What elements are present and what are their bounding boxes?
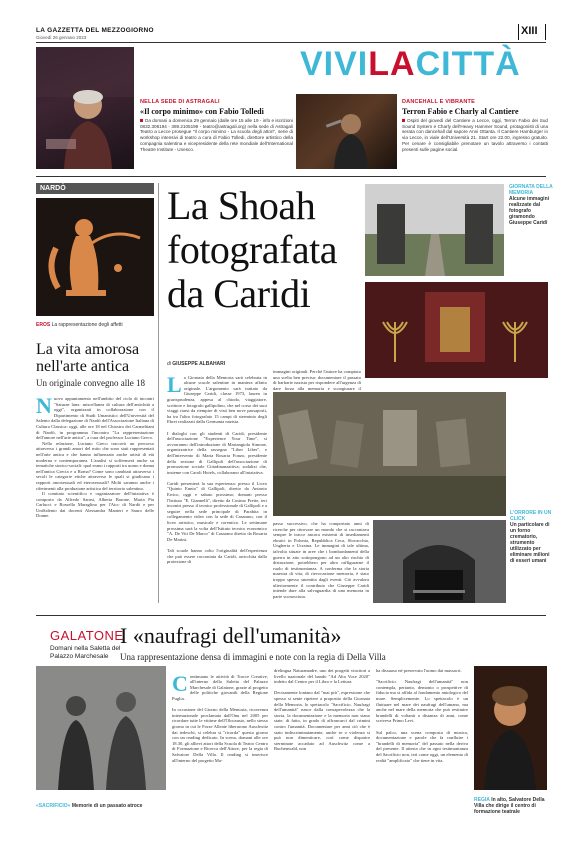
sacrificio-figure	[36, 666, 166, 790]
della-villa-photo	[474, 666, 547, 790]
byline-prefix: di	[167, 361, 171, 367]
shoah-col1-text: a Giornata della Memoria sarà celebrata in alcune scuole salentine in maniera affatto originale. L'argomento sarà trattato da Giuseppe Caridi, classe 1973, laurea in giurisprudenza, appesa al chiodo, viaggiatore, scrittore e fotografo gallipolino, che nel corso dei suoi viaggi riarsi da riempire di visti ben nove passaporti, ha tra l'altro fotografato 15 campi di sterminio degli Ebrei realizzati dalla Germania nazista. I dialoghi con gli studenti di Caridi, presidente dell'associazione "Experience Your Time", si avvarranno dell'introduzione di Mariangiola Simone, organizzatrice della rassegna "Liber Liber", e dell'intervento di Maria Rosaria Fonzo, presidente della sezione di Gallipoli dell'associazione di promozione sociale Cittadinanzattiva; sodalizi che, insieme con Caroli Hotels, collaborano all'iniziativa. Caridi presenterà la sua esperienza: presso il Liceo "Quinto Ennio" di Gallipoli, diretto da Antonio Errico, oggi e sabato prossimo; domani presso l'Istituto "E. Giannelli", diretto da Cosimo Preite, ieri incontri presso il tecnico professionale di Gallipoli e a seguire nella sede principale di Parabita in collegamento video con la sede di Casarano, con il liceo artistico, musicale e coreutico. Le settimane prossima sarà la volta dell'Istituto tecnico economico "A. De Viti De Marco" di Casarano diretto da Rosaria De Marini. Tali scuole hanno colto l'originalità dell'esperienza che può essere raccontata da Caridi, arricchita dalla proiezione di	[167, 374, 267, 565]
page-number-box	[518, 24, 546, 40]
tombstones-figure	[273, 392, 506, 516]
top-section-rule	[36, 176, 546, 177]
brief1-text: Da domani a domenica 29 gennaio (dalle ore 15 alle 19 - info e iscrizioni 0832.306194 - 389.2105199 - teatro@astragali.org) nella sede di Astragali Teatro a Lecce prosegue "Il corpo minimo - La scuola degli attori", serie di workshop intensivi di teatro a cura di Fabio Tolledi, direttore artistico della compagnia salentina e vicepresidente della rete mondiale dell'International Theatre Institute - Unesco.	[140, 118, 293, 152]
galatone-subhead: Una rappresentazione densa di immagini e note con la regia di Della Villa	[120, 652, 386, 662]
eros-caption-lead: EROS	[36, 322, 51, 328]
synagogue-photo	[365, 282, 548, 378]
brief1-title: «Il corpo minimo» con Fabio Tolledi	[140, 107, 264, 116]
nardo-dropcap: N	[36, 393, 52, 418]
shoah-cap2	[510, 510, 552, 564]
section-title-citta: CITTÀ	[415, 45, 521, 83]
tolledi-photo	[36, 47, 134, 169]
nardo-body	[36, 393, 154, 519]
brief2-text: Ospiti del giovedì del Cantiere a Lecce, oggi, Terron Fabio dei Sud Sound System e Charly dell'Heavy Hammer Sound, protagonisti di una serata con dancehall dal sapore Anni Ottanta. Il Cantiere Hamburger in via Lecce, in viale dell'Università 21. Start ore 22.00, ingresso gratuito. Per cenare è consigliabile prenotare un tavolo attraverso i contatti presenti sulle pagine social.	[402, 118, 548, 152]
della-villa-figure	[474, 666, 547, 790]
column-divider	[158, 183, 159, 603]
sacrificio-cap-text: Memorie di un passato atroce	[71, 803, 143, 809]
charly-photo	[296, 94, 397, 169]
shoah-cap2-text: Un particolare di un forno crematorio, strumento utilizzato per eliminare milioni di esseri umani	[510, 522, 550, 564]
brief1-body	[140, 118, 293, 152]
section-title-la: LA	[368, 45, 416, 83]
camp-gate-photo	[365, 184, 504, 276]
galatone-col1-text: ontinuano le attività di Tracce Creative, all'interno della Saletta del Palazzo Marchesale di Galatone, grazie al progetto delle politiche giovanili della Regione Puglia. In occasione del Giorno della Memoria, ricorrenza internazionale proclamata dall'Onu nel 2005 per ricordare tutte le vittime dell'Olocausto, nello stesso giorno in cui le Forze Alleate liberarono Auschwitz dai tedeschi, si celebra si "ricorda" questo giorno con un reading dedicato. In scena, domani alle ore 18.30, gli allievi attori della Scuola di Teatro Centro di Formazione e Ricerca dell'Attore, per la regia di Salvatore Della Villa. Il reading si inserisce all'interno del progetto Ma-	[172, 673, 268, 763]
shoah-cap1-title: GIORNATA DELLA MEMORIA	[509, 184, 553, 196]
shoah-col1	[167, 369, 267, 565]
eros-caption-text: La rappresentazione degli affetti	[51, 322, 123, 328]
shoah-cap2-title: L'ORRORE IN UN CLICK	[510, 510, 552, 522]
square-bullet-icon	[402, 119, 405, 122]
camp-gate-figure	[365, 184, 504, 276]
shoah-headline: La Shoah fotografata da Caridi	[167, 183, 337, 316]
masthead-date: Giovedì 26 gennaio 2023	[36, 35, 87, 40]
sacrificio-cap-lead: «SACRIFICIO»	[36, 803, 71, 809]
bottom-section-rule	[36, 615, 546, 616]
galatone-dropcap: C	[172, 670, 188, 696]
galatone-tag: GALATONE	[50, 628, 124, 643]
page-number: XIII	[521, 25, 538, 37]
eros-caption	[36, 322, 156, 328]
brief2-body	[402, 118, 548, 152]
masthead-rule	[36, 42, 546, 43]
masthead-name: LA GAZZETTA DEL MEZZOGIORNO	[36, 27, 154, 34]
byline-name: GIUSEPPE ALBAHARI	[172, 361, 226, 367]
nardo-body-1: uovo appuntamento nell'ambito del ciclo di incontri "Saturae lanx: miscellanea di cultura dell'antichità a oggi", organizzati in collaborazione con il Dipartimento di Studi Umanistici dell'Università del Salento dalla delegazione di Nardò dell'Associazione Italiana di Cultura Classica: oggi, alle ore 18 nel Chiostro dei Carmelitani di Nardò, in programma l'incontro "La rappresentazione dell'amore nell'arte antica", a cura del professor Luciano Greco.	[36, 396, 154, 441]
shoah-col2: immagini originali. Perché l'autore ha compiuto una scelta ben precisa: documentare il passato di barbarie nazista per rispondere all'urgenza di dare forza alla memoria e scongiurare il	[273, 369, 361, 391]
tolledi-figure	[36, 47, 134, 169]
tombstones-photo	[273, 392, 506, 516]
regia-cap-text: In alto, Salvatore Della Villa che dirige il centro di formazione teatrale	[474, 797, 545, 815]
shoah-dropcap: L	[167, 371, 182, 397]
regia-caption	[474, 797, 552, 815]
shoah-col2b: passo successivo, che ha comportato anni di ricerche per ritrovare un mondo che si raccontava sempre le tracce ancora esistenti di insediamenti ebraici in Polonia, Repubblica Ceca, Slovacchia, Ungheria e Ucraina. Le immagini di tale ultima, talvolta situate in aree che i bombardamenti della guerra in atto sottopongono ad un alto rischio di distruzione, potrebbero per altro raffigurarne il ruolo di testimonianza. A conferma che la storia maestra di vita, di rievocazione memoria, è stato troppo spesso smentita dagli eventi. Ciò avvalora ulteriormente il contributo che Giuseppe Caridi intende dare alla salvaguardia di una memoria in parte sconosciuta.	[273, 521, 369, 599]
eros-figure	[36, 198, 154, 316]
shoah-byline	[167, 361, 225, 367]
charly-figure	[296, 94, 397, 169]
section-title	[300, 44, 521, 84]
galatone-headline: I «naufragi dell'umanità»	[120, 623, 342, 648]
crematorium-figure	[373, 520, 506, 603]
nardo-body-2: Nella relazione, Luciano Greco traccerà un percorso attraverso i grandi amori del mito che sono stati rappresentati nell'arte antica e che hanno influenzato anche artisti di età moderna e contemporanea. L'analisi si soffermerà anche su tematiche storico-sociali: qual erano i rapporti tra uomo e donna nell'antica Grecia e a Roma? Come sono cambiati attraverso i secoli le categorie etiche attraverso le quali si giudicano i rapporti omosessuali ed eterosessuali? Molti saranno anche i riferimenti alla produzione artistica del territorio salentino.	[36, 440, 154, 491]
regia-cap-lead: REGIA	[474, 797, 490, 803]
shoah-cap1	[509, 184, 553, 226]
crematorium-photo	[373, 520, 506, 603]
menorah-figure	[365, 282, 548, 378]
sacrificio-caption	[36, 803, 166, 809]
nardo-headline: La vita amorosa nell'arte antica	[36, 341, 140, 375]
nardo-body-3: Il comitato scientifico e organizzatore dell'iniziativa è composto da Alfredo Sarasi, Alberta Barone, Maria Pia Carlucci e Rossella Maraglino per l'Aicc di Nardò e per UniSalento dai docenti Alessandra Manieri e Sauro delle Donne.	[36, 491, 154, 519]
galatone-col1	[172, 668, 268, 763]
nardo-tag: NARDÒ	[36, 183, 154, 194]
galatone-tag-sub: Domani nella Saletta del Palazzo Marchesale	[50, 645, 121, 660]
galatone-col2: drelingua Naturamadre, uno dei progetti vincitori a livello nazionale del bando "Ad Alta Voce 2020" indetto dal Centro per il Libro e la Lettura. Decisamente lontano dal "mai più", espressione che spesso si sente ripetere a proposito della Giornata della Memoria, lo spettacolo "Sacrificio. Naufragi dell'umanità" nasce dalla consapevolezza che la storia, la documentazione e la memoria non siano state, di fatto, in grado di affrancarci dal crimini contro l'umanità. Documentare per anni ciò che è stato indiscriminatamente, anche se o violenza si può non dimenticare, così come disparire sterminate accaduto ad Auschwitz come a Buchenwald, non	[274, 668, 370, 752]
sacrificio-photo	[36, 666, 166, 790]
nardo-subhead: Un originale convegno alle 18	[36, 378, 145, 388]
brief2-kicker: DANCEHALL E VIBRANTE	[402, 99, 475, 105]
section-title-vivi: VIVI	[300, 45, 369, 83]
galatone-col3: ha dissuaso né preservato l'uomo dai massacri. "Sacrificio. Naufragi dell'umanità" non contempla, pertanto, demonio o prospettive di fiducia ma si affida al fondamento antologico del mare. Semplicemente. Lo spettacolo è un fluttuare nel mare dei naufragi dell'umano, ma anche nel mare della memoria che può restituire brandelli di voltanti a distanza di anni, come scriveva Primo Levi. Sul palco, una scena composta di musica, documentazione e parole che fa confluire i "brandelli di memoria" del passato nella deriva del presente. Il attesta che in ogni testimonianza del Sacrificio non, ieri come oggi, un elemento di realtà "amplificato" che tiene in vita.	[376, 668, 468, 763]
brief1-kicker: NELLA SEDE DI ASTRAGALI	[140, 99, 220, 105]
brief2-title: Terron Fabio e Charly al Cantiere	[402, 107, 519, 116]
square-bullet-icon	[140, 119, 143, 122]
shoah-cap1-text: Alcune immagini realizzate dal fotografo giramondo Giuseppe Caridi	[509, 196, 550, 226]
eros-vase-photo	[36, 198, 154, 316]
